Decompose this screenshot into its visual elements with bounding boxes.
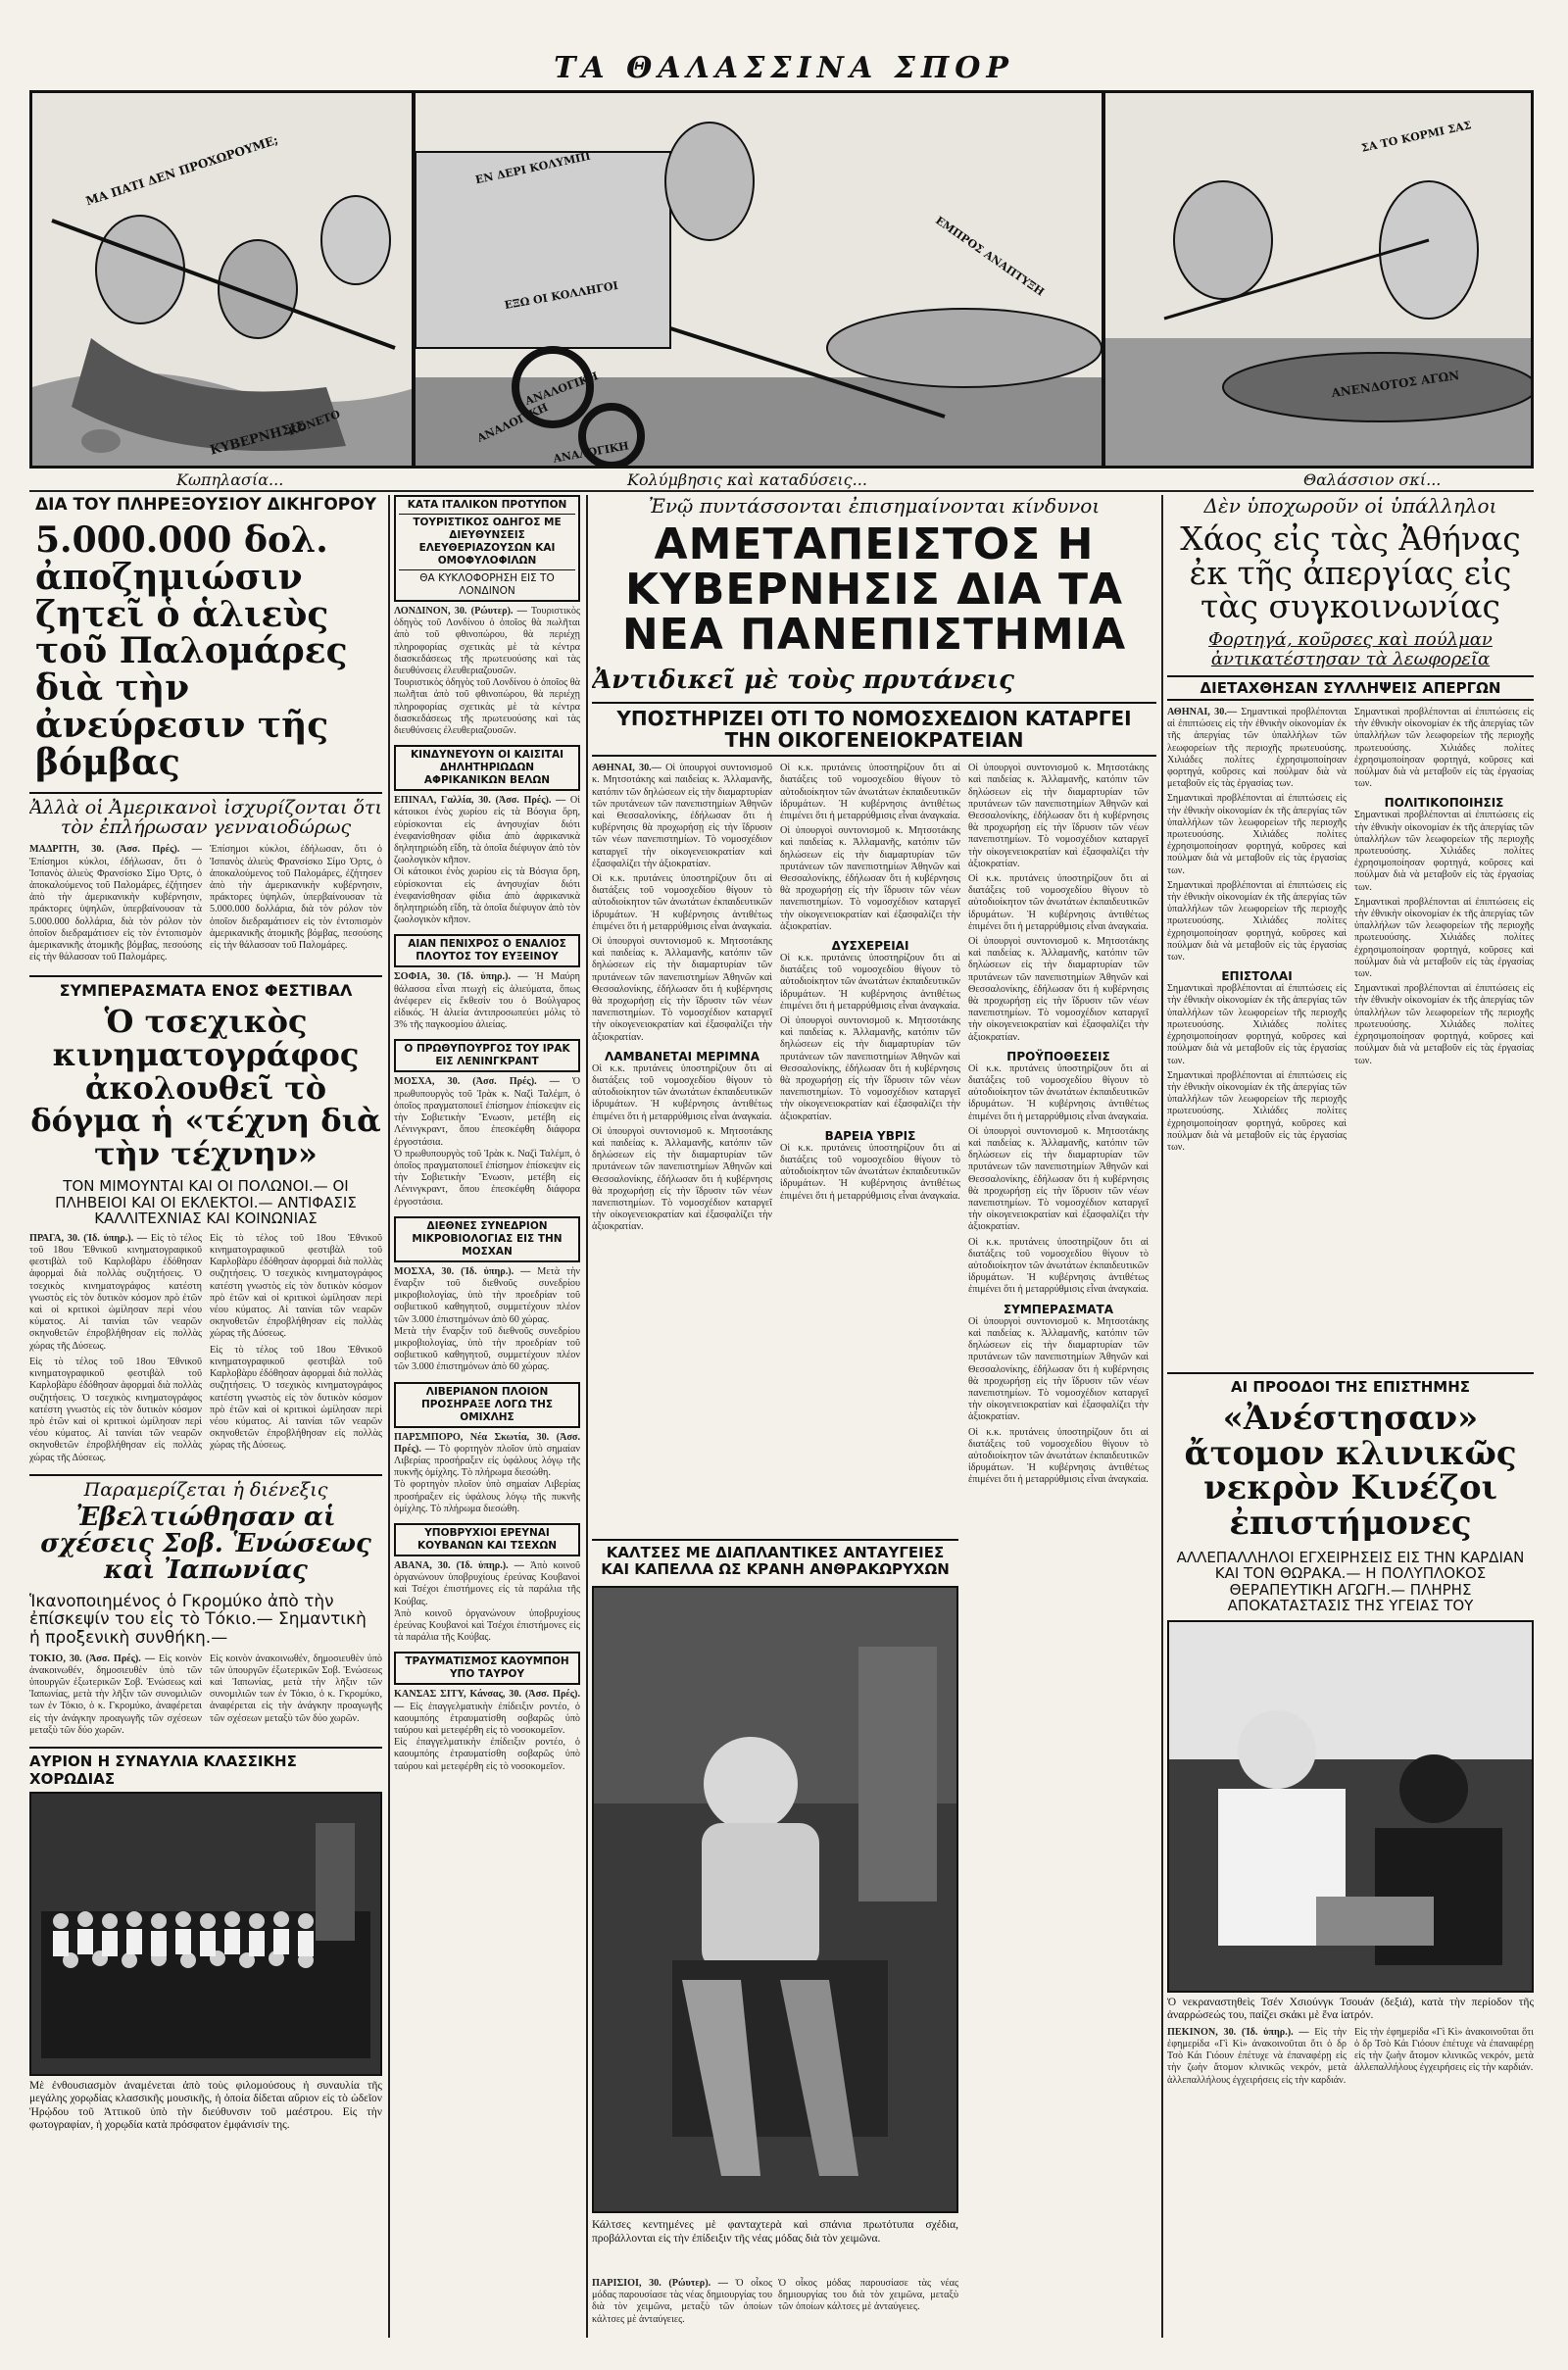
article-body: Οἱ κ.κ. πρυτάνεις ὑποστηρίζουν ὅτι αἱ διατάξεις τοῦ νομοσχεδίου θίγουν τὸ αὐτοδιοίκητον τῶν ἀνωτάτων ἐκπαιδευτικῶν ἱδρυμάτων. Ἡ κυβέρνησις ἀντιθέτως ἐπιμένει ὅτι ἡ μεταρρύθμισις εἶναι ἀναγκαία. (968, 1236, 1149, 1296)
article-body: Σημαντικαὶ προβλέπονται αἱ ἐπιπτώσεις εἰς τὴν ἐθνικὴν οἰκονομίαν ἐκ τῆς ἀπεργίας τῶν ὑπαλλήλων τῶν λεωφορείων τῆς περιοχῆς πρωτευούσης. Χιλιάδες πολίτες ἐχρησιμοποίησαν φορτηγά, κοῦρσες καὶ πούλμαν διὰ νὰ μεταβοῦν εἰς τὰς ἐργασίας των. (1167, 983, 1347, 1066)
article-body: Οἱ ὑπουργοὶ συντονισμοῦ κ. Μητσοτάκης καὶ παιδείας κ. Ἀλλαμανῆς, κατόπιν τῶν δηλώσεων εἰς τὴν διαμαρτυρίαν τῶν πρυτάνεων τῶν πανεπιστημίων Ἀθηνῶν καὶ Θεσσαλονίκης, ἐδήλωσαν ὅτι ἡ κυβέρνησις θὰ προχωρήσῃ εἰς τὴν ἵδρυσιν τῶν νέων πανεπιστημίων. Τὸ νομοσχέδιον καταργεῖ τὴν οἰκογενειοκρατίαν καὶ ἐξασφαλίζει τὴν ἀξιοκρατίαν. (592, 763, 772, 869)
strike-headline: Χάος εἰς τὰς Ἀθήνας ἐκ τῆς ἀπεργίας εἰς τὰς συγκοινωνίας (1180, 519, 1521, 626)
main-deck: ΥΠΟΣΤΗΡΙΖΕΙ ΟΤΙ ΤΟ ΝΟΜΟΣΧΕΔΙΟΝ ΚΑΤΑΡΓΕΙ ΤΗΝ ΟΙΚΟΓΕΝΕΙΟΚΡΑΤΕΙΑΝ (592, 702, 1156, 757)
nuts-headline: ΚΙΝΔΥΝΕΥΟΥΝ ΟΙ ΚΑΙΣΙΤΑΙ ΔΗΛΗΤΗΡΙΩΔΩΝ ΑΦΡΙΚΑΝΙΚΩΝ ΒΕΛΩΝ (394, 745, 580, 791)
dateline: ΛΟΝΔΙΝΟΝ, 30. (Ρώυτερ). — (394, 606, 527, 617)
stockings-photo (592, 1586, 958, 2213)
strike-subhead: Φορτηγά, κοῦρσες καὶ πούλμαν ἀντικατέστησαν τὰ λεωφορεῖα (1208, 628, 1493, 669)
article-body: Σημαντικαὶ προβλέπονται αἱ ἐπιπτώσεις εἰς τὴν ἐθνικὴν οἰκονομίαν ἐκ τῆς ἀπεργίας τῶν ὑπαλλήλων τῶν λεωφορείων τῆς περιοχῆς πρωτευούσης. Χιλιάδες πολίτες ἐχρησιμοποίησαν φορτηγά, κοῦρσες καὶ πούλμαν διὰ νὰ μεταβοῦν εἰς τὰς ἐργασίας των. (1354, 983, 1534, 1066)
section-subhead: ΣΥΜΠΕΡΑΣΜΑΤΑ (1003, 1302, 1114, 1316)
section-subhead: ΒΑΡΕΙΑ ΥΒΡΙΣ (824, 1128, 916, 1143)
cartoon-label: ΜΑ ΠΑΤΙ ΔΕΝ ΠΡΟΧΩΡΟΥΜΕ; (83, 132, 280, 209)
dateline: ΠΑΡΣΜΠΟΡΟ, Νέα Σκωτία, 30. (Ἀσσ. Πρές). — (394, 1431, 580, 1455)
main-kicker: Ἐνῷ πυντάσσονται ἐπισημαίνονται κίνδυνοι (648, 495, 1101, 518)
sea-headline: ΑΙΑΝ ΠΕΝΙΧΡΟΣ Ο ΕΝΑΛΙΟΣ ΠΛΟΥΤΟΣ ΤΟΥ ΕΥΞΕΙΝΟΥ (394, 934, 580, 967)
article-body: Οἱ ὑπουργοὶ συντονισμοῦ κ. Μητσοτάκης καὶ παιδείας κ. Ἀλλαμανῆς, κατόπιν τῶν δηλώσεων εἰς τὴν διαμαρτυρίαν τῶν πρυτάνεων τῶν πανεπιστημίων Ἀθηνῶν καὶ Θεσσαλονίκης, ἐδήλωσαν ὅτι ἡ κυβέρνησις θὰ προχωρήσῃ εἰς τὴν ἵδρυσιν τῶν νέων πανεπιστημίων. Τὸ νομοσχέδιον καταργεῖ τὴν οἰκογενειοκρατίαν καὶ ἐξασφαλίζει τὴν ἀξιοκρατίαν. (968, 1125, 1149, 1233)
strike-deck: ΔΙΕΤΑΧΘΗΣΑΝ ΣΥΛΛΗΨΕΙΣ ΑΠΕΡΓΩΝ (1167, 675, 1534, 702)
cartoon-label: ΕΝ ΔΕΡΙ ΚΟΛΥΜΠΙ (473, 149, 592, 187)
dateline: ΠΕΚΙΝΟΝ, 30. (Ἰδ. ὑπηρ.). — (1167, 2026, 1309, 2038)
article-body: Σημαντικαὶ προβλέπονται αἱ ἐπιπτώσεις εἰς τὴν ἐθνικὴν οἰκονομίαν ἐκ τῆς ἀπεργίας τῶν ὑπαλλήλων τῶν λεωφορείων τῆς περιοχῆς πρωτευούσης. Χιλιάδες πολίτες ἐχρησιμοποίησαν φορτηγά, κοῦρσες καὶ πούλμαν διὰ νὰ μεταβοῦν εἰς τὰς ἐργασίας των. (1354, 707, 1534, 790)
column-right (1167, 495, 1534, 2357)
article-body: Σημαντικαὶ προβλέπονται αἱ ἐπιπτώσεις εἰς τὴν ἐθνικὴν οἰκονομίαν ἐκ τῆς ἀπεργίας τῶν ὑπαλλήλων τῶν λεωφορείων τῆς περιοχῆς πρωτευούσης. Χιλιάδες πολίτες ἐχρησιμοποίησαν φορτηγά, κοῦρσες καὶ πούλμαν διὰ νὰ μεταβοῦν εἰς τὰς ἐργασίας των. (1354, 896, 1534, 980)
dateline: ΑΘΗΝΑΙ, 30.— (592, 763, 666, 774)
guide-box (394, 495, 580, 602)
festival-subhead: ΤΟΝ ΜΙΜΟΥΝΤΑΙ ΚΑΙ ΟΙ ΠΟΛΩΝΟΙ.— ΟΙ ΠΛΗΒΕΙΟΙ ΚΑΙ ΟΙ ΕΚΛΕΚΤΟΙ.— ΑΝΤΙΦΑΣΙΣ ΚΑΛΛΙΤΕΧΝΙΑΣ ΚΑΙ ΚΟΙΝΩΝΙΑΣ (55, 1177, 357, 1228)
section-subhead: ΠΟΛΙΤΙΚΟΠΟΙΗΣΙΣ (1384, 796, 1504, 811)
article-body: Οἱ κ.κ. πρυτάνεις ὑποστηρίζουν ὅτι αἱ διατάξεις τοῦ νομοσχεδίου θίγουν τὸ αὐτοδιοίκητον τῶν ἀνωτάτων ἐκπαιδευτικῶν ἱδρυμάτων. Ἡ κυβέρνησις ἀντιθέτως ἐπιμένει ὅτι ἡ μεταρρύθμισις εἶναι ἀναγκαία. (780, 763, 960, 821)
section-subhead: ΕΠΙΣΤΟΛΑΙ (1221, 969, 1293, 984)
article-body: Ὁ οἶκος μόδας παρουσίασε τὰς νέας δημιουργίας του διὰ τὸν χειμῶνα, μεταξὺ τῶν ὁποίων κάλτσες μὲ ἀνταύγειες. (778, 2278, 958, 2313)
article-body: Οἱ κάτοικοι ἐνὸς χωρίου εἰς τὰ Βόσγια ὄρη, εὑρίσκονται εἰς ἀνησυχίαν διότι ἐνεφανίσθησαν φίδια ἀπὸ ἀφρικανικὰ δηλητηριώδη εἴδη, τὰ ὁποῖα διέφυγον ἀπὸ τὸν ζωολογικὸν κῆπον. (394, 795, 580, 866)
article-body: Σημαντικαὶ προβλέπονται αἱ ἐπιπτώσεις εἰς τὴν ἐθνικὴν οἰκονομίαν ἐκ τῆς ἀπεργίας τῶν ὑπαλλήλων τῶν λεωφορείων τῆς περιοχῆς πρωτευούσης. Χιλιάδες πολίτες ἐχρησιμοποίησαν φορτηγά, κοῦρσες καὶ πούλμαν διὰ νὰ μεταβοῦν εἰς τὰς ἐργασίας των. (1167, 1069, 1347, 1153)
article-body: Εἰς ἐπαγγελματικὴν ἐπίδειξιν ροντέο, ὁ καουμπόης ἐτραυματίσθη σοβαρῶς ὑπὸ ταύρου καὶ μετεφέρθη εἰς τὸ νοσοκομεῖον. (394, 1701, 580, 1736)
article-body: Οἱ ὑπουργοὶ συντονισμοῦ κ. Μητσοτάκης καὶ παιδείας κ. Ἀλλαμανῆς, κατόπιν τῶν δηλώσεων εἰς τὴν διαμαρτυρίαν τῶν πρυτάνεων τῶν πανεπιστημίων Ἀθηνῶν καὶ Θεσσαλονίκης, ἐδήλωσαν ὅτι ἡ κυβέρνησις θὰ προχωρήσῃ εἰς τὴν ἵδρυσιν τῶν νέων πανεπιστημίων. Τὸ νομοσχέδιον καταργεῖ τὴν οἰκογενειοκρατίαν καὶ ἐξασφαλίζει τὴν ἀξιοκρατίαν. (780, 1015, 960, 1122)
article-body: Οἱ κ.κ. πρυτάνεις ὑποστηρίζουν ὅτι αἱ διατάξεις τοῦ νομοσχεδίου θίγουν τὸ αὐτοδιοίκητον τῶν ἀνωτάτων ἐκπαιδευτικῶν ἱδρυμάτων. Ἡ κυβέρνησις ἀντιθέτως ἐπιμένει ὅτι ἡ μεταρρύθμισις εἶναι ἀναγκαία. (968, 1426, 1149, 1486)
article-body: Τουριστικὸς ὁδηγὸς τοῦ Λονδίνου ὁ ὁποῖος θὰ πωλῆται ἀπὸ τοῦ φθινοπώρου, θὰ περιέχῃ πληροφορίας σχετικὰς μὲ τὰ κέντρα διασκεδάσεως τῆς πρωτευούσης καὶ τὰς διευθύνσεις ἐλευθεριαζουσῶν. (394, 606, 580, 677)
article-headline: 5.000.000 δολ. ἀποζημιώσιν ζητεῖ ὁ ἁλιεὺς τοῦ Παλομάρες διὰ τὴν ἀνεύρεσιν τῆς βόμβας (35, 519, 348, 783)
article-body: Εἰς κοινὸν ἀνακοινωθέν, δημοσιευθὲν ὑπὸ τῶν ὑπουργῶν ἐξωτερικῶν Σοβ. Ἑνώσεως καὶ Ἰαπωνίας, μετὰ τὴν λῆξιν τῶν συνομιλιῶν των ἐν Τόκιο, ὁ κ. Γκρομύκο, ἀναφέρεται εἰς τὴν ἀνάγκην προαγωγῆς τῶν σχέσεων μεταξὺ τῶν δύο χωρῶν. (29, 1653, 202, 1736)
article-body: Εἰς τὸ τέλος τοῦ 18ου Ἐθνικοῦ κινηματογραφικοῦ φεστιβὰλ τοῦ Καρλοβὰρυ ἐδόθησαν ἀφορμαὶ διὰ πολλὰς συζητήσεις. Ὁ τσεχικὸς κινηματογράφος κατέστη γνωστὸς εἰς τὸν δυτικὸν κόσμον πρὸ ἐτῶν καὶ οἱ κριτικοὶ ὡμίλησαν περὶ νέου κύματος. Αἱ ταινίαι τῶν νεαρῶν σκηνοθετῶν ἐπροβλήθησαν εἰς πολλὰς χώρας τῆς Δύσεως. (29, 1232, 202, 1352)
dateline: ΜΟΣΧΑ, 30. (Ἰδ. ὑπηρ.). — (394, 1265, 531, 1277)
divider (29, 490, 1534, 492)
bull-headline: ΤΡΑΥΜΑΤΙΣΜΟΣ ΚΑΟΥΜΠΟΗ ΥΠΟ ΤΑΥΡΟΥ (394, 1652, 580, 1685)
dateline: ΤΟΚΙΟ, 30. (Ἀσσ. Πρές). — (29, 1653, 156, 1664)
column-rule (1161, 495, 1163, 2338)
article-body: Εἰς τὸ τέλος τοῦ 18ου Ἐθνικοῦ κινηματογραφικοῦ φεστιβὰλ τοῦ Καρλοβὰρυ ἐδόθησαν ἀφορμαὶ διὰ πολλὰς συζητήσεις. Ὁ τσεχικὸς κινηματογράφος κατέστη γνωστὸς εἰς τὸν δυτικὸν κόσμον πρὸ ἐτῶν καὶ οἱ κριτικοὶ ὡμίλησαν περὶ νέου κύματος. Αἱ ταινίαι τῶν νεαρῶν σκηνοθετῶν ἐπροβλήθησαν εἰς πολλὰς χώρας τῆς Δύσεως. (29, 1356, 202, 1463)
cartoon-panel-middle (413, 90, 1104, 469)
stockings-caption: Κάλτσες κεντημένες μὲ φανταχτερὰ καὶ σπάνια πρωτότυπα σχέδια, προβάλλονται εἰς τὴν ἐπίδειξιν τῆς νέας μόδας διὰ τὸν χειμῶνα. (592, 2219, 958, 2245)
article-body: Οἱ ὑπουργοὶ συντονισμοῦ κ. Μητσοτάκης καὶ παιδείας κ. Ἀλλαμανῆς, κατόπιν τῶν δηλώσεων εἰς τὴν διαμαρτυρίαν τῶν πρυτάνεων τῶν πανεπιστημίων Ἀθηνῶν καὶ Θεσσαλονίκης, ἐδήλωσαν ὅτι ἡ κυβέρνησις θὰ προχωρήσῃ εἰς τὴν ἵδρυσιν τῶν νέων πανεπιστημίων. Τὸ νομοσχέδιον καταργεῖ τὴν οἰκογενειοκρατίαν καὶ ἐξασφαλίζει τὴν ἀξιοκρατίαν. (780, 825, 960, 932)
stockings-headline: ΚΑΛΤΣΕΣ ΜΕ ΔΙΑΠΛΑΝΤΙΚΕΣ ΑΝΤΑΥΓΕΙΕΣ ΚΑΙ ΚΑΠΕΛΛΑ ΩΣ ΚΡΑΝΗ ΑΝΘΡΑΚΩΡΥΧΩΝ (601, 1544, 950, 1578)
article-body: Οἱ ὑπουργοὶ συντονισμοῦ κ. Μητσοτάκης καὶ παιδείας κ. Ἀλλαμανῆς, κατόπιν τῶν δηλώσεων εἰς τὴν διαμαρτυρίαν τῶν πρυτάνεων τῶν πανεπιστημίων Ἀθηνῶν καὶ Θεσσαλονίκης, ἐδήλωσαν ὅτι ἡ κυβέρνησις θὰ προχωρήσῃ εἰς τὴν ἵδρυσιν τῶν νέων πανεπιστημίων. Τὸ νομοσχέδιον καταργεῖ τὴν οἰκογενειοκρατίαν καὶ ἐξασφαλίζει τὴν ἀξιοκρατίαν. (968, 1315, 1149, 1423)
article-body: Μετὰ τὴν ἔναρξιν τοῦ διεθνοῦς συνεδρίου μικροβιολογίας, ὑπὸ τὴν προεδρίαν τοῦ σοβιετικοῦ καθηγητοῦ, συμμετέχουν πλέον τῶν 3.000 ἐπιστημόνων ἀπὸ 60 χώρας. (394, 1265, 580, 1325)
stockings-box (592, 1539, 958, 2343)
dateline: ΑΘΗΝΑΙ, 30.— (1167, 707, 1242, 718)
article-body: Οἱ ὑπουργοὶ συντονισμοῦ κ. Μητσοτάκης καὶ παιδείας κ. Ἀλλαμανῆς, κατόπιν τῶν δηλώσεων εἰς τὴν διαμαρτυρίαν τῶν πρυτάνεων τῶν πανεπιστημίων Ἀθηνῶν καὶ Θεσσαλονίκης, ἐδήλωσαν ὅτι ἡ κυβέρνησις θὰ προχωρήσῃ εἰς τὴν ἵδρυσιν τῶν νέων πανεπιστημίων. Τὸ νομοσχέδιον καταργεῖ τὴν οἰκογενειοκρατίαν καὶ ἐξασφαλίζει τὴν ἀξιοκρατίαν. (968, 936, 1149, 1043)
article-body: Οἱ ὑπουργοὶ συντονισμοῦ κ. Μητσοτάκης καὶ παιδείας κ. Ἀλλαμανῆς, κατόπιν τῶν δηλώσεων εἰς τὴν διαμαρτυρίαν τῶν πρυτάνεων τῶν πανεπιστημίων Ἀθηνῶν καὶ Θεσσαλονίκης, ἐδήλωσαν ὅτι ἡ κυβέρνησις θὰ προχωρήσῃ εἰς τὴν ἵδρυσιν τῶν νέων πανεπιστημίων. Τὸ νομοσχέδιον καταργεῖ τὴν οἰκογενειοκρατίαν καὶ ἐξασφαλίζει τὴν ἀξιοκρατίαν. (592, 1125, 772, 1233)
article-body: Εἰς κοινὸν ἀνακοινωθέν, δημοσιευθὲν ὑπὸ τῶν ὑπουργῶν ἐξωτερικῶν Σοβ. Ἑνώσεως καὶ Ἰαπωνίας, μετὰ τὴν λῆξιν τῶν συνομιλιῶν των ἐν Τόκιο, ὁ κ. Γκρομύκο, ἀναφέρεται εἰς τὴν ἀνάγκην προαγωγῆς τῶν σχέσεων μεταξὺ τῶν δύο χωρῶν. (210, 1653, 382, 1724)
iraq-headline: Ο ΠΡΩΘΥΠΟΥΡΓΟΣ ΤΟΥ ΙΡΑΚ ΕΙΣ ΛΕΝΙΝΓΚΡΑΝΤ (394, 1039, 580, 1072)
article-body: Εἰς τὸ τέλος τοῦ 18ου Ἐθνικοῦ κινηματογραφικοῦ φεστιβὰλ τοῦ Καρλοβὰρυ ἐδόθησαν ἀφορμαὶ διὰ πολλὰς συζητήσεις. Ὁ τσεχικὸς κινηματογράφος κατέστη γνωστὸς εἰς τὸν δυτικὸν κόσμον πρὸ ἐτῶν καὶ οἱ κριτικοὶ ὡμίλησαν περὶ νέου κύματος. Αἱ ταινίαι τῶν νεαρῶν σκηνοθετῶν ἐπροβλήθησαν εἰς πολλὰς χώρας τῆς Δύσεως. (210, 1232, 382, 1340)
article-body: Σημαντικαὶ προβλέπονται αἱ ἐπιπτώσεις εἰς τὴν ἐθνικὴν οἰκονομίαν ἐκ τῆς ἀπεργίας τῶν ὑπαλλήλων τῶν λεωφορείων τῆς περιοχῆς πρωτευούσης. Χιλιάδες πολίτες ἐχρησιμοποίησαν φορτηγά, κοῦρσες καὶ πούλμαν διὰ νὰ μεταβοῦν εἰς τὰς ἐργασίας των. (1354, 810, 1534, 893)
dateline: ΠΑΡΙΣΙΟΙ, 30. (Ρώυτερ). — (592, 2278, 728, 2289)
column-left (29, 495, 382, 2357)
article-body: Τουριστικὸς ὁδηγὸς τοῦ Λονδίνου ὁ ὁποῖος θὰ πωλῆται ἀπὸ τοῦ φθινοπώρου, θὰ περιέχῃ πληροφορίας σχετικὰς μὲ τὰ κέντρα διασκεδάσεως τῆς πρωτευούσης καὶ τὰς διευθύνσεις ἐλευθεριαζουσῶν. (394, 677, 580, 737)
guide-headline: ΤΟΥΡΙΣΤΙΚΟΣ ΟΔΗΓΟΣ ΜΕ ΔΙΕΥΘΥΝΣΕΙΣ ΕΛΕΥΘΕΡΙΑΖΟΥΣΩΝ ΚΑΙ ΟΜΟΦΥΛΟΦΙΛΩΝ (399, 514, 575, 568)
cartoon-panel-left (29, 90, 415, 469)
science-caption: Ὁ νεκραναστηθεὶς Τσέν Χσιούνγκ Τσουάν (δεξιά), κατὰ τὴν περίοδον τῆς ἀναρρώσεώς του, παίζει σκάκι μὲ ἕνα ἰατρόν. (1167, 1996, 1534, 2022)
strike-kicker: Δὲν ὑποχωροῦν οἱ ὑπάλληλοι (1203, 495, 1497, 518)
micro-headline: ΔΙΕΘΝΕΣ ΣΥΝΕΔΡΙΟΝ ΜΙΚΡΟΒΙΟΛΟΓΙΑΣ ΕΙΣ ΤΗΝ ΜΟΣΧΑΝ (394, 1216, 580, 1262)
column-rule (388, 495, 390, 2338)
cartoon-label: ΕΞΩ ΟΙ ΚΟΛΛΗΓΟΙ (503, 278, 619, 313)
choir-headline: ΑΥΡΙΟΝ Η ΣΥΝΑΥΛΙΑ ΚΛΑΣΣΙΚΗΣ ΧΟΡΩΔΙΑΣ (29, 1752, 297, 1788)
festival-headline: Ὁ τσεχικὸς κινηματογράφος ἀκολουθεῖ τὸ δόγμα ἡ «τέχνη διὰ τὴν τέχνην» (30, 1003, 381, 1172)
cartoon-label: ΣΑ ΤΟ ΚΟΡΜΙ ΣΑΣ (1359, 119, 1473, 155)
cartoon-label: ΑΝΑΛΟΓΙΚΗ (552, 439, 630, 466)
article-body: Ὁ πρωθυπουργὸς τοῦ Ἰρὰκ κ. Ναζὶ Ταλέμπ, ὁ ὁποῖος πραγματοποιεῖ ἐπίσημον ἐπίσκεψιν εἰς τὴν Σοβιετικὴν Ἕνωσιν, μετέβη εἰς Λένινγκραντ, ὅπου ἐπεσκέφθη διάφορα ἐργοστάσια. (394, 1148, 580, 1208)
cartoon-panel-right (1102, 90, 1534, 469)
cartoon-label: ΑΝΕΝΔΟΤΟΣ ΑΓΩΝ (1330, 368, 1461, 401)
article-body: Οἱ κ.κ. πρυτάνεις ὑποστηρίζουν ὅτι αἱ διατάξεις τοῦ νομοσχεδίου θίγουν τὸ αὐτοδιοίκητον τῶν ἀνωτάτων ἐκπαιδευτικῶν ἱδρυμάτων. Ἡ κυβέρνησις ἀντιθέτως ἐπιμένει ὅτι ἡ μεταρρύθμισις εἶναι ἀναγκαία. (592, 872, 772, 932)
article-body: Οἱ κάτοικοι ἐνὸς χωρίου εἰς τὰ Βόσγια ὄρη, εὑρίσκονται εἰς ἀνησυχίαν διότι ἐνεφανίσθησαν φίδια ἀπὸ ἀφρικανικὰ δηλητηριώδη εἴδη, τὰ ὁποῖα διέφυγον ἀπὸ τὸν ζωολογικὸν κῆπον. (394, 866, 580, 926)
masthead-title: ΤΑ ΘΑΛΑΣΣΙΝΑ ΣΠΟΡ (554, 51, 1014, 85)
dateline: ΜΟΣΧΑ, 30. (Ἀσσ. Πρές). — (394, 1076, 560, 1088)
cartoon-caption-right: Θαλάσσιον σκί... (1303, 470, 1442, 489)
cartoon-caption-left: Κωπηλασία... (176, 470, 284, 489)
section-subhead: ΛΑΜΒΑΝΕΤΑΙ ΜΕΡΙΜΝΑ (605, 1049, 760, 1063)
science-photo (1167, 1620, 1534, 1993)
article-body: Ἐπίσημοι κύκλοι, ἐδήλωσαν, ὅτι ὁ Ἰσπανὸς ἁλιεὺς Φρανσίσκο Σίμο Ὀρτς, ὁ ἀποκαλούμενος τοῦ Παλομάρες, ἐζήτησεν ἀπὸ τὴν ἀμερικανικὴν κυβέρνησιν, πράκτορες ὑψηλῶν, ὑπερβαίνουσαν τὰ 5.000.000 δολλάρια, διὰ τὸν ρόλον τὸν ὁποῖον διεδραμάτισεν εἰς τὸν ἐντοπισμὸν ἀμερικανικῆς ἀτομικῆς βόμβας, πεσούσης εἰς τὴν θάλασσαν τοῦ Παλομάρες. (29, 856, 202, 963)
japan-kicker: Παραμερίζεται ἡ διένεξις (83, 1478, 328, 1501)
article-body: Σημαντικαὶ προβλέπονται αἱ ἐπιπτώσεις εἰς τὴν ἐθνικὴν οἰκονομίαν ἐκ τῆς ἀπεργίας τῶν ὑπαλλήλων τῶν λεωφορείων τῆς περιοχῆς πρωτευούσης. Χιλιάδες πολίτες ἐχρησιμοποίησαν φορτηγά, κοῦρσες καὶ πούλμαν διὰ νὰ μεταβοῦν εἰς τὰς ἐργασίας των. (1167, 879, 1347, 963)
science-photo-image (1169, 1622, 1532, 1991)
article-body: Οἱ κ.κ. πρυτάνεις ὑποστηρίζουν ὅτι αἱ διατάξεις τοῦ νομοσχεδίου θίγουν τὸ αὐτοδιοίκητον τῶν ἀνωτάτων ἐκπαιδευτικῶν ἱδρυμάτων. Ἡ κυβέρνησις ἀντιθέτως ἐπιμένει ὅτι ἡ μεταρρύθμισις εἶναι ἀναγκαία. (592, 1062, 772, 1122)
article-body: Ἀπὸ κοινοῦ ὀργανώνουν ὑποβρυχίους ἐρεύνας Κουβανοὶ καὶ Τσέχοι ἐπιστήμονες εἰς τὰ παράλια τῆς Κούβας. (394, 1607, 580, 1644)
article-body: Ὁ πρωθυπουργὸς τοῦ Ἰρὰκ κ. Ναζὶ Ταλέμπ, ὁ ὁποῖος πραγματοποιεῖ ἐπίσημον ἐπίσκεψιν εἰς τὴν Σοβιετικὴν Ἕνωσιν, μετέβη εἰς Λένινγκραντ, ὅπου ἐπεσκέφθη διάφορα ἐργοστάσια. (394, 1076, 580, 1148)
guide-subhead: ΘΑ ΚΥΚΛΟΦΟΡΗΣΗ ΕΙΣ ΤΟ ΛΟΝΔΙΝΟΝ (399, 569, 575, 598)
japan-headline: Ἐβελτιώθησαν αἱ σχέσεις Σοβ. Ἑνώσεως καὶ Ἰαπωνίας (40, 1502, 371, 1586)
dateline: ΚΑΝΣΑΣ ΣΙΤΥ, Κάνσας, 30. (Ἀσσ. Πρές). — (394, 1689, 580, 1712)
main-subhead: Ἀντιδικεῖ μὲ τοὺς πρυτάνεις (592, 665, 1014, 695)
choir-photo (29, 1792, 382, 2076)
article-body: Σημαντικαὶ προβλέπονται αἱ ἐπιπτώσεις εἰς τὴν ἐθνικὴν οἰκονομίαν ἐκ τῆς ἀπεργίας τῶν ὑπαλλήλων τῶν λεωφορείων τῆς περιοχῆς πρωτευούσης. Χιλιάδες πολίτες ἐχρησιμοποίησαν φορτηγά, κοῦρσες καὶ πούλμαν διὰ νὰ μεταβοῦν εἰς τὰς ἐργασίας των. (1167, 793, 1347, 876)
article-subhead: Ἀλλὰ οἱ Ἀμερικανοὶ ἰσχυρίζονται ὅτι τὸν ἐπλήρωσαν γενναιοδώρως (29, 792, 382, 839)
article-body: Εἰς τὴν ἐφημερίδα «Γὶ Κὶ» ἀνακοινοῦται ὅτι ὁ δρ Τσὸ Κάι Γιόουν ἐπέτυχε νὰ ἐπαναφέρῃ εἰς τὴν ζωὴν ἄτομον κλινικῶς νεκρόν, μετὰ ἀλλεπαλλήλους ἐγχειρήσεις εἰς τὴν καρδιάν. (1354, 2026, 1534, 2074)
cartoon-label: ΑΝΑΛΟΓΙΚΗ (523, 370, 601, 408)
dateline: ΕΠΙΝΑΛ, Γαλλία, 30. (Ἀσσ. Πρές). — (394, 795, 566, 807)
science-headline: «Ἀνέστησαν» ἄτομον κλινικῶς νεκρὸν Κινέζοι ἐπιστήμονες (1184, 1399, 1517, 1544)
cartoon-drawing-right (1105, 93, 1534, 469)
ship-headline: ΛΙΒΕΡΙΑΝΟΝ ΠΛΟΙΟΝ ΠΡΟΣΗΡΑΞΕ ΛΟΓΩ ΤΗΣ ΟΜΙΧΛΗΣ (394, 1382, 580, 1428)
column-briefs (394, 495, 580, 2357)
article-body: Οἱ ὑπουργοὶ συντονισμοῦ κ. Μητσοτάκης καὶ παιδείας κ. Ἀλλαμανῆς, κατόπιν τῶν δηλώσεων εἰς τὴν διαμαρτυρίαν τῶν πρυτάνεων τῶν πανεπιστημίων Ἀθηνῶν καὶ Θεσσαλονίκης, ἐδήλωσαν ὅτι ἡ κυβέρνησις θὰ προχωρήσῃ εἰς τὴν ἵδρυσιν τῶν νέων πανεπιστημίων. Τὸ νομοσχέδιον καταργεῖ τὴν οἰκογενειοκρατίαν καὶ ἐξασφαλίζει τὴν ἀξιοκρατίαν. (968, 763, 1149, 869)
article-body: Ὁ οἶκος μόδας παρουσίασε τὰς νέας δημιουργίας του διὰ τὸν χειμῶνα, μεταξὺ τῶν ὁποίων κάλτσες μὲ ἀνταύγειες. (592, 2278, 772, 2325)
article-body: Οἱ κ.κ. πρυτάνεις ὑποστηρίζουν ὅτι αἱ διατάξεις τοῦ νομοσχεδίου θίγουν τὸ αὐτοδιοίκητον τῶν ἀνωτάτων ἐκπαιδευτικῶν ἱδρυμάτων. Ἡ κυβέρνησις ἀντιθέτως ἐπιμένει ὅτι ἡ μεταρρύθμισις εἶναι ἀναγκαία. (968, 872, 1149, 932)
submarine-headline: ΥΠΟΒΡΥΧΙΟΙ ΕΡΕΥΝΑΙ ΚΟΥΒΑΝΩΝ ΚΑΙ ΤΣΕΧΩΝ (394, 1523, 580, 1556)
article-body: Σημαντικαὶ προβλέπονται αἱ ἐπιπτώσεις εἰς τὴν ἐθνικὴν οἰκονομίαν ἐκ τῆς ἀπεργίας τῶν ὑπαλλήλων τῶν λεωφορείων τῆς περιοχῆς πρωτευούσης. Χιλιάδες πολίτες ἐχρησιμοποίησαν φορτηγά, κοῦρσες καὶ πούλμαν διὰ νὰ μεταβοῦν εἰς τὰς ἐργασίας των. (1167, 707, 1347, 790)
dateline: ΑΒΑΝΑ, 30. (Ἰδ. ὑπηρ.). — (394, 1559, 524, 1571)
article-body: Τὸ φορτηγὸν πλοῖον ὑπὸ σημαίαν Λιβερίας προσήραξεν εἰς ὑφάλους λόγῳ τῆς πυκνῆς ὁμίχλης. Τὸ πλήρωμα διεσώθη. (394, 1443, 580, 1479)
festival-kicker: ΣΥΜΠΕΡΑΣΜΑΤΑ ΕΝΟΣ ΦΕΣΤΙΒΑΛ (59, 981, 353, 1001)
article-body: Οἱ κ.κ. πρυτάνεις ὑποστηρίζουν ὅτι αἱ διατάξεις τοῦ νομοσχεδίου θίγουν τὸ αὐτοδιοίκητον τῶν ἀνωτάτων ἐκπαιδευτικῶν ἱδρυμάτων. Ἡ κυβέρνησις ἀντιθέτως ἐπιμένει ὅτι ἡ μεταρρύθμισις εἶναι ἀναγκαία. (780, 1142, 960, 1202)
cartoon-label: ΚΟΝΕΤΟ (286, 407, 342, 439)
science-kicker: ΑΙ ΠΡΟΟΔΟΙ ΤΗΣ ΕΠΙΣΤΗΜΗΣ (1230, 1378, 1471, 1396)
choir-photo-image (31, 1794, 380, 2074)
article-kicker: ΔΙΑ ΤΟΥ ΠΛΗΡΕΞΟΥΣΙΟΥ ΔΙΚΗΓΟΡΟΥ (34, 495, 377, 515)
stockings-photo-image (594, 1588, 956, 2211)
cartoon-label: ΕΜΠΡΟΣ ΑΝΑΠΤΥΞΗ (933, 214, 1047, 299)
japan-subhead: Ἱκανοποιημένος ὁ Γκρομύκο ἀπὸ τὴν ἐπίσκεψίν του εἰς τὸ Τόκιο.— Σημαντικὴ ἡ προξενικὴ συνθήκη.— (29, 1591, 367, 1648)
article-body: Τὸ φορτηγὸν πλοῖον ὑπὸ σημαίαν Λιβερίας προσήραξεν εἰς ὑφάλους λόγῳ τῆς πυκνῆς ὁμίχλης. Τὸ πλήρωμα διεσώθη. (394, 1479, 580, 1514)
article-body: Ἡ Μαύρη θάλασσα εἶναι πτωχὴ εἰς ἁλιεύματα, ὅπως ἀνέφερεν εἰς ἔκθεσίν του ὁ Βούλγαρος εἰδικός. Ἡ ἁλιεία ἀντιπροσωπεύει μόλις τὸ 3% τῆς παγκοσμίου ἀλιείας. (394, 971, 580, 1031)
article-body: Εἰς τὸ τέλος τοῦ 18ου Ἐθνικοῦ κινηματογραφικοῦ φεστιβὰλ τοῦ Καρλοβὰρυ ἐδόθησαν ἀφορμαὶ διὰ πολλὰς συζητήσεις. Ὁ τσεχικὸς κινηματογράφος κατέστη γνωστὸς εἰς τὸν δυτικὸν κόσμον πρὸ ἐτῶν καὶ οἱ κριτικοὶ ὡμίλησαν περὶ νέου κύματος. Αἱ ταινίαι τῶν νεαρῶν σκηνοθετῶν ἐπροβλήθησαν εἰς πολλὰς χώρας τῆς Δύσεως. (210, 1344, 382, 1452)
section-subhead: ΔΥΣΧΕΡΕΙΑΙ (831, 939, 909, 953)
science-box (1167, 1372, 1534, 2087)
science-subhead: ΑΛΛΕΠΑΛΛΗΛΟΙ ΕΓΧΕΙΡΗΣΕΙΣ ΕΙΣ ΤΗΝ ΚΑΡΔΙΑΝ ΚΑΙ ΤΟΝ ΘΩΡΑΚΑ.— Η ΠΟΛΥΠΛΟΚΟΣ ΘΕΡΑΠΕΥΤΙΚΗ ΑΓΩΓΗ.— ΠΛΗΡΗΣ ΑΠΟΚΑΤΑΣΤΑΣΙΣ ΤΗΣ ΥΓΕΙΑΣ ΤΟΥ (1176, 1548, 1525, 1615)
cartoon-label: ΑΝΑΛΟΓΙΚΗ (474, 401, 551, 445)
article-body: Οἱ κ.κ. πρυτάνεις ὑποστηρίζουν ὅτι αἱ διατάξεις τοῦ νομοσχεδίου θίγουν τὸ αὐτοδιοίκητον τῶν ἀνωτάτων ἐκπαιδευτικῶν ἱδρυμάτων. Ἡ κυβέρνησις ἀντιθέτως ἐπιμένει ὅτι ἡ μεταρρύθμισις εἶναι ἀναγκαία. (968, 1062, 1149, 1122)
article-body: Εἰς ἐπαγγελματικὴν ἐπίδειξιν ροντέο, ὁ καουμπόης ἐτραυματίσθη σοβαρῶς ὑπὸ ταύρου καὶ μετεφέρθη εἰς τὸ νοσοκομεῖον. (394, 1737, 580, 1772)
article-body: Οἱ ὑπουργοὶ συντονισμοῦ κ. Μητσοτάκης καὶ παιδείας κ. Ἀλλαμανῆς, κατόπιν τῶν δηλώσεων εἰς τὴν διαμαρτυρίαν τῶν πρυτάνεων τῶν πανεπιστημίων Ἀθηνῶν καὶ Θεσσαλονίκης, ἐδήλωσαν ὅτι ἡ κυβέρνησις θὰ προχωρήσῃ εἰς τὴν ἵδρυσιν τῶν νέων πανεπιστημίων. Τὸ νομοσχέδιον καταργεῖ τὴν οἰκογενειοκρατίαν καὶ ἐξασφαλίζει τὴν ἀξιοκρατίαν. (592, 936, 772, 1043)
choir-caption: Μὲ ἐνθουσιασμὸν ἀναμένεται ἀπὸ τοὺς φιλομούσους ἡ συναυλία τῆς μεγάλης χορῳδίας κλασσικῆς μουσικῆς, ἡ ὁποία δίδεται αὔριον εἰς τὸ ὠδεῖον Ἡρῴδου τοῦ Ἀττικοῦ ὑπὸ τὴν διεύθυνσιν τοῦ μαέστρου. Εἰς τὴν φωτογραφίαν, ἡ χορῳδία κατὰ πρόσφατον ἐμφάνισίν της. (29, 2079, 382, 2132)
cartoon-caption-middle: Κολύμβησις καὶ καταδύσεις... (627, 470, 867, 489)
dateline: ΣΟΦΙΑ, 30. (Ἰδ. ὑπηρ.). — (394, 971, 528, 983)
article-body: Εἰς τὴν ἐφημερίδα «Γὶ Κὶ» ἀνακοινοῦται ὅτι ὁ δρ Τσὸ Κάι Γιόουν ἐπέτυχε νὰ ἐπαναφέρῃ εἰς τὴν ζωὴν ἄτομον κλινικῶς νεκρόν, μετὰ ἀλλεπαλλήλους ἐγχειρήσεις εἰς τὴν καρδιάν. (1167, 2026, 1348, 2086)
article-body-continued: Ἐπίσημοι κύκλοι, ἐδήλωσαν, ὅτι ὁ Ἰσπανὸς ἁλιεὺς Φρανσίσκο Σίμο Ὀρτς, ὁ ἀποκαλούμενος τοῦ Παλομάρες, ἐζήτησεν ἀπὸ τὴν ἀμερικανικὴν κυβέρνησιν, πράκτορες ὑψηλῶν, ὑπερβαίνουσαν τὰ 5.000.000 δολλάρια, διὰ τὸν ρόλον τὸν ὁποῖον διεδραμάτισεν εἰς τὸν ἐντοπισμὸν ἀμερικανικῆς ἀτομικῆς βόμβας, πεσούσης εἰς τὴν θάλασσαν τοῦ Παλομάρες. (210, 844, 382, 951)
section-subhead: ΠΡΟΫΠΟΘΕΣΕΙΣ (1006, 1049, 1110, 1063)
cartoon-label: ΚΥΒΕΡΝΗΣΙΣ (208, 419, 308, 459)
article-body: Ἀπὸ κοινοῦ ὀργανώνουν ὑποβρυχίους ἐρεύνας Κουβανοὶ καὶ Τσέχοι ἐπιστήμονες εἰς τὰ παράλια τῆς Κούβας. (394, 1559, 580, 1607)
column-rule (586, 495, 588, 2338)
dateline: ΜΑΔΡΙΤΗ, 30. (Ἀσσ. Πρές). — (29, 844, 202, 856)
dateline: ΠΡΑΓΑ, 30. (Ἰδ. ὑπηρ.). — (29, 1232, 148, 1244)
article-body: Οἱ κ.κ. πρυτάνεις ὑποστηρίζουν ὅτι αἱ διατάξεις τοῦ νομοσχεδίου θίγουν τὸ αὐτοδιοίκητον τῶν ἀνωτάτων ἐκπαιδευτικῶν ἱδρυμάτων. Ἡ κυβέρνησις ἀντιθέτως ἐπιμένει ὅτι ἡ μεταρρύθμισις εἶναι ἀναγκαία. (780, 953, 960, 1012)
main-headline: ΑΜΕΤΑΠΕΙΣΤΟΣ Η ΚΥΒΕΡΝΗΣΙΣ ΔΙΑ ΤΑ ΝΕΑ ΠΑΝΕΠΙΣΤΗΜΙΑ (621, 519, 1127, 661)
article-body: Μετὰ τὴν ἔναρξιν τοῦ διεθνοῦς συνεδρίου μικροβιολογίας, ὑπὸ τὴν προεδρίαν τοῦ σοβιετικοῦ καθηγητοῦ, συμμετέχουν πλέον τῶν 3.000 ἐπιστημόνων ἀπὸ 60 χώρας. (394, 1325, 580, 1373)
guide-kicker: ΚΑΤΑ ΙΤΑΛΙΚΟΝ ΠΡΟΤΥΠΟΝ (407, 499, 567, 511)
